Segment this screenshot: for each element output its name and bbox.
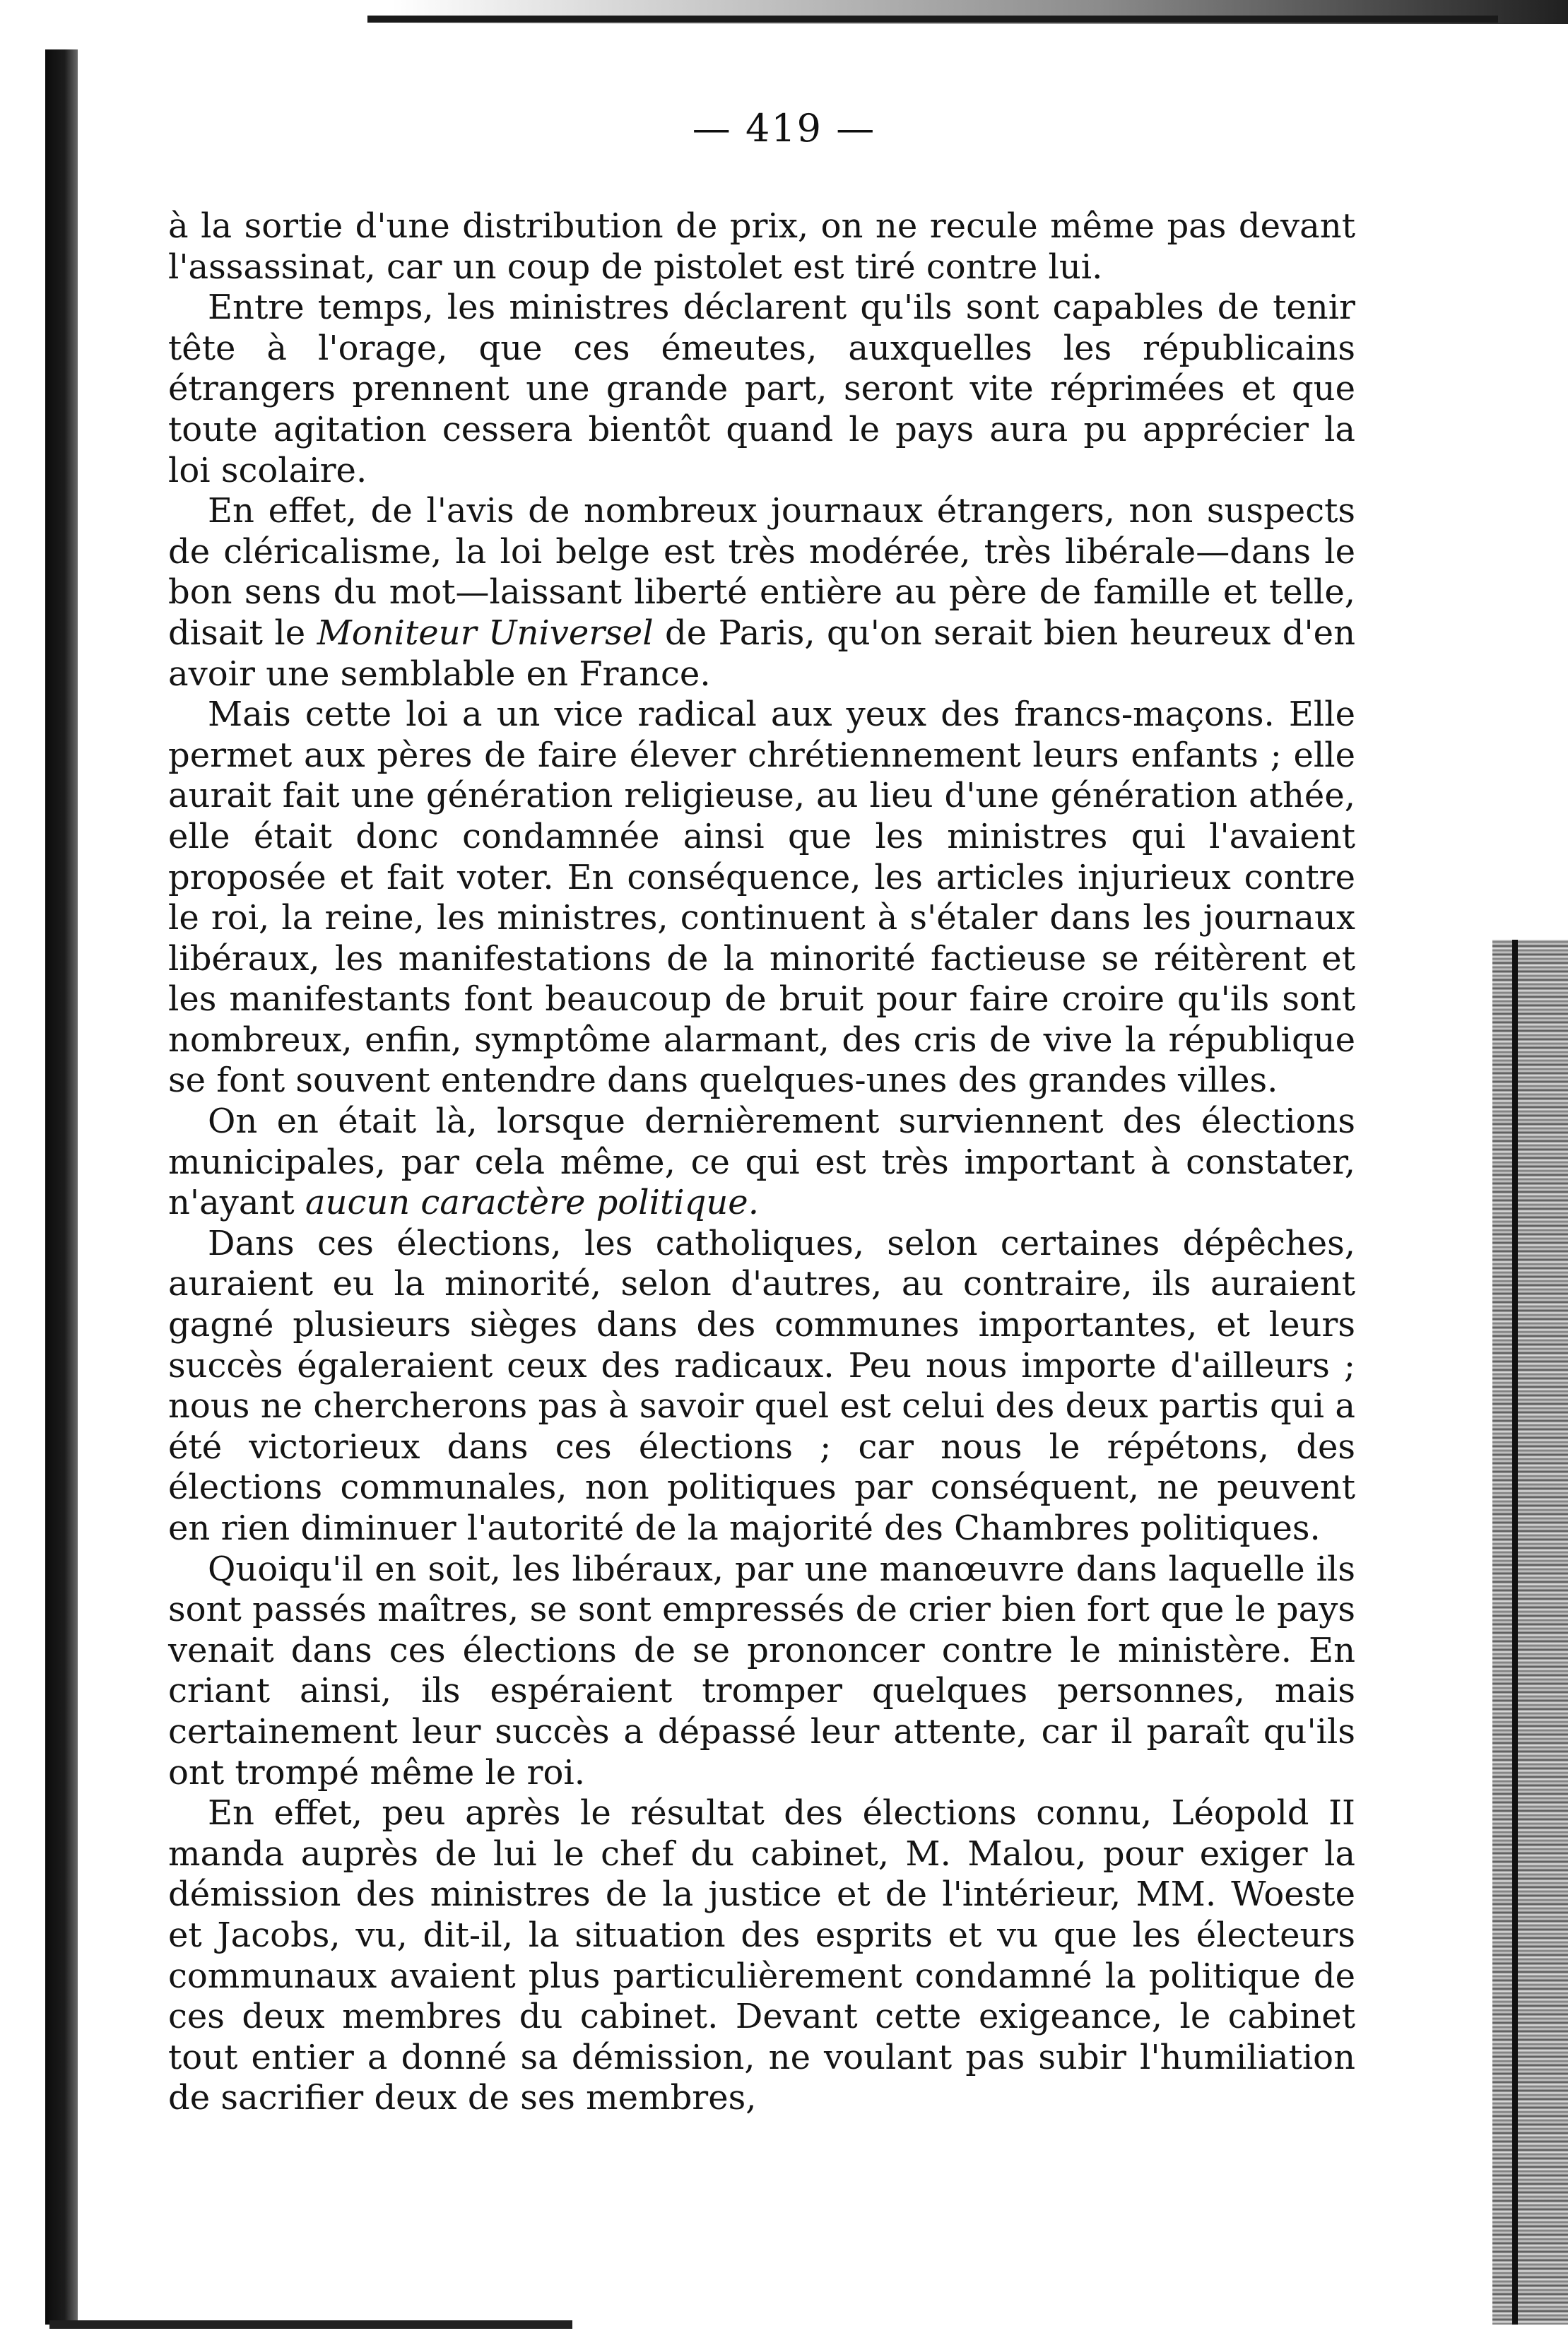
paragraph <box>168 288 1355 491</box>
text-run: Quoiqu'il en soit, les libéraux, par une manœuvre dans laquelle ils sont passés maîtres, se sont empressés de crier bien fort que le pays venait dans ces élections de se prononcer contre le ministère. En criant ainsi, ils espéraient tromper quelques personnes, mais certainement leur succès a dépassé leur attente, car il paraît qu'ils ont trompé même le roi. <box>168 1549 1355 1793</box>
text-run: On en était là, lorsque dernièrement surviennent des élections municipales, par cela même, ce qui est très important à constater, n'ayant <box>168 1102 1355 1223</box>
paragraph <box>168 695 1355 1102</box>
paragraph <box>168 1793 1355 2119</box>
scan-border-right <box>1512 940 1518 2325</box>
paragraph <box>168 1102 1355 1224</box>
text-run: Mais cette loi a un vice radical aux yeux des francs-maçons. Elle permet aux pères de faire élever chrétiennement leurs enfants ; elle aurait fait une génération religieuse, au lieu d'une génération athée, elle était donc condamnée ainsi que les ministres qui l'avaient proposée et fait voter. En conséquence, les articles injurieux contre le roi, la reine, les ministres, continuent à s'étaler dans les journaux libéraux, les manifestations de la minorité factieuse se réitèrent et les manifestants font beaucoup de bruit pour faire croire qu'ils sont nombreux, enfin, symptôme alarmant, des cris de vive la république se font souvent entendre dans quelques-unes des grandes villes. <box>168 695 1355 1101</box>
body-text <box>168 206 1355 2119</box>
text-run: En effet, peu après le résultat des élections connu, Léopold II manda auprès de lui le chef du cabinet, M. Malou, pour exiger la démission des ministres de la justice et de l'intérieur, MM. Woeste et Jacobs, vu, dit-il, la situation des esprits et vu que les électeurs communaux avaient plus particulièrement condamné la politique de ces deux membres du cabinet. Devant cette exigeance, le cabinet tout entier a donné sa démission, ne voulant pas subir l'humiliation de sacrifier deux de ses membres, <box>168 1793 1355 2118</box>
paragraph <box>168 206 1355 288</box>
text-run: de Paris, qu'on serait bien heureux d'en avoir une semblable en France. <box>168 613 1356 694</box>
italic-text: aucun caractère politique. <box>305 1183 759 1223</box>
scan-binding-edge <box>45 49 78 2325</box>
text-run: Dans ces élections, les catholiques, selon certaines dépêches, auraient eu la minorité, selon d'autres, au contraire, ils auraient gagné plusieurs sièges dans des communes importantes, et leurs succès égaleraient ceux des radicaux. Peu nous importe d'ailleurs ; nous ne chercherons pas à savoir quel est celui des deux partis qui a été victorieux dans ces élections ; car nous le répétons, des élections communales, non politiques par conséquent, ne peuvent en rien diminuer l'autorité de la majorité des Chambres politiques. <box>168 1223 1355 1548</box>
scan-border-top <box>367 16 1498 23</box>
scan-page-edges <box>1492 940 1568 2325</box>
text-run: En effet, de l'avis de nombreux journaux étrangers, non suspects de cléricalisme, la loi belge est très modérée, très libérale—dans le bon sens du mot—laissant liberté entière au père de famille et telle, disait le <box>168 491 1355 653</box>
italic-text: Moniteur Universel <box>317 613 654 653</box>
scan-border-bottom <box>49 2320 572 2329</box>
paragraph <box>168 1224 1355 1549</box>
paragraph <box>168 1549 1355 1794</box>
text-run: Entre temps, les ministres déclarent qu'ils sont capables de tenir tête à l'orage, que ces émeutes, auxquelles les républicains étrangers prennent une grande part, seront vite réprimées et que toute agitation cessera bientôt quand le pays aura pu apprécier la loi scolaire. <box>168 288 1355 490</box>
text-run: à la sortie d'une distribution de prix, on ne recule même pas devant l'assassinat, car un coup de pistolet est tiré contre lui. <box>168 206 1355 287</box>
paragraph <box>168 491 1355 695</box>
page-number: — 419 — <box>692 106 876 150</box>
